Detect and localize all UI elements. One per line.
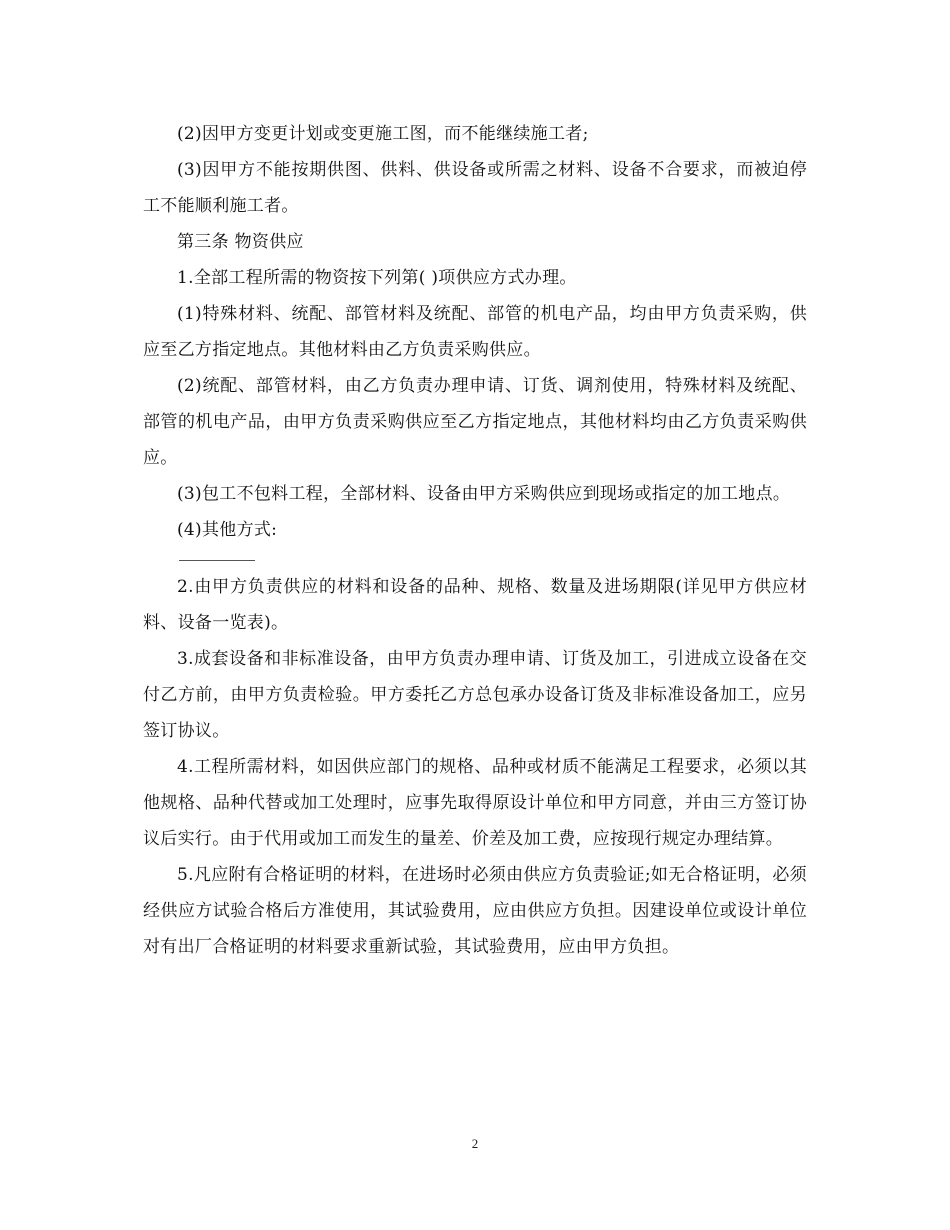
- paragraph-item-4: 4.工程所需材料，如因供应部门的规格、品种或材质不能满足工程要求，必须以其他规格、品种代替或加工处理时，应事先取得原设计单位和甲方同意，并由三方签订协议后实行。由于代用或加工而发生的量差、价差及加工费，应按现行规定办理结算。: [143, 757, 807, 849]
- paragraph-option-3: (3)包工不包料工程，全部材料、设备由甲方采购供应到现场或指定的加工地点。: [177, 484, 791, 504]
- paragraph-option-1: (1)特殊材料、统配、部管材料及统配、部管的机电产品，均由甲方负责采购，供应至乙方指定地点。其他材料由乙方负责采购供应。: [143, 304, 807, 360]
- paragraph-option-2: (2)统配、部管材料，由乙方负责办理申请、订货、调剂使用，特殊材料及统配、部管的机电产品，由甲方负责采购供应至乙方指定地点，其他材料均由乙方负责采购供应。: [143, 376, 807, 468]
- document-body: [143, 116, 807, 965]
- paragraph-item-1: 1.全部工程所需的物资按下列第( )项供应方式办理。: [177, 268, 577, 288]
- page-number: 2: [471, 1136, 479, 1151]
- section-heading-article-3: 第三条 物资供应: [177, 232, 304, 252]
- paragraph-item-3: 3.成套设备和非标准设备，由甲方负责办理申请、订货及加工，引进成立设备在交付乙方前，由甲方负责检验。甲方委托乙方总包承办设备订货及非标准设备加工，应另签订协议。: [143, 649, 807, 741]
- paragraph-item-2: 2.由甲方负责供应的材料和设备的品种、规格、数量及进场期限(详见甲方供应材料、设备一览表)。: [143, 577, 807, 633]
- paragraph-item-5: 5.凡应附有合格证明的材料，在进场时必须由供应方负责验证;如无合格证明，必须经供应方试验合格后方准使用，其试验费用，应由供应方负担。因建设单位或设计单位对有出厂合格证明的材料要求重新试验，其试验费用，应由甲方负担。: [143, 865, 807, 957]
- paragraph-clause-3: (3)因甲方不能按期供图、供料、供设备或所需之材料、设备不合要求，而被迫停工不能顺利施工者。: [143, 160, 807, 216]
- paragraph-clause-2: (2)因甲方变更计划或变更施工图，而不能继续施工者;: [177, 124, 589, 144]
- fill-in-blank-line: [179, 560, 255, 561]
- paragraph-option-4: (4)其他方式:: [177, 520, 278, 540]
